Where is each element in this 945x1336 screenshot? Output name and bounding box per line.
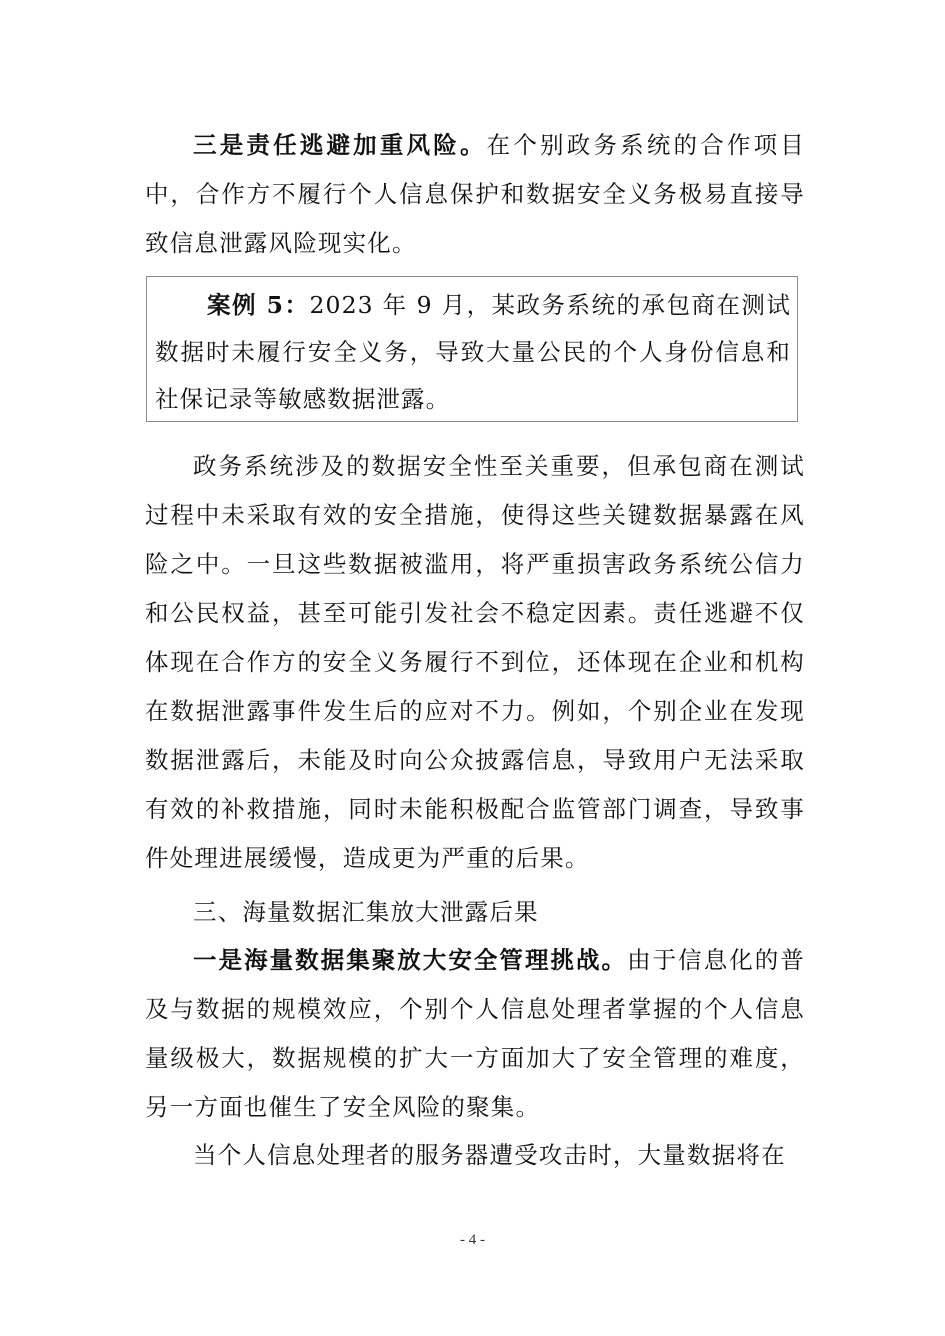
paragraph-server-attack xyxy=(145,1131,805,1180)
section-heading: 三、海量数据汇集放大泄露后果 xyxy=(193,898,539,926)
paragraph-massive-data xyxy=(145,936,805,1132)
paragraph-text: 当个人信息处理者的服务器遭受攻击时，大量数据将在 xyxy=(193,1141,786,1169)
paragraph-text: 在个别政务系统的合作项目中，合作方不履行个人信息保护和数据安全义务极易直接导致信息泄露风险现实化。 xyxy=(145,131,806,257)
paragraph-responsibility-evasion xyxy=(145,121,805,268)
paragraph-text: 由于信息化的普及与数据的规模效应，个别个人信息处理者掌握的个人信息量级极大，数据规模的扩大一方面加大了安全管理的难度，另一方面也催生了安全风险的聚集。 xyxy=(145,946,805,1121)
case-description: 2023 年 9 月，某政务系统的承包商在测试数据时未履行安全义务，导致大量公民的个人身份信息和社保记录等敏感数据泄露。 xyxy=(155,291,791,413)
paragraph-bold-lead: 三是责任逃避加重风险。 xyxy=(193,131,487,159)
page-number: - 4 - xyxy=(460,1232,485,1248)
case-text xyxy=(147,282,799,423)
paragraph-text: 政务系统涉及的数据安全性至关重要，但承包商在测试过程中未采取有效的安全措施，使得这些关键数据暴露在风险之中。一旦这些数据被滥用，将严重损害政务系统公信力和公民权益，甚至可能引发社会不稳定因素。责任逃避不仅体现在合作方的安全义务履行不到位，还体现在企业和机构在数据泄露事件发生后的应对不力。例如，个别企业在发现数据泄露后，未能及时向公众披露信息，导致用户无法采取有效的补救措施，同时未能积极配合监管部门调查，导致事件处理进展缓慢，造成更为严重的后果。 xyxy=(145,452,805,872)
case-label: 案例 5： xyxy=(207,291,310,319)
paragraph-government-data-security xyxy=(145,442,805,883)
paragraph-bold-lead: 一是海量数据集聚放大安全管理挑战。 xyxy=(193,946,628,974)
case-box xyxy=(146,276,798,422)
